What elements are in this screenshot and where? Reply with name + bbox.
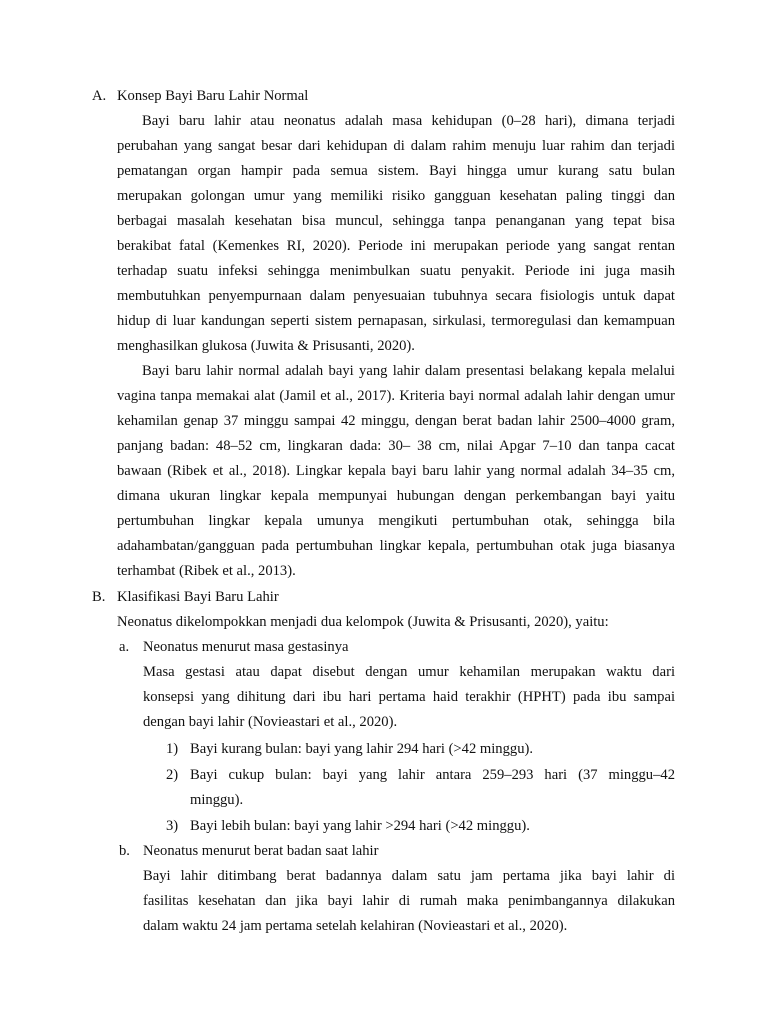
paragraph-line: Bayi baru lahir atau neonatus adalah masa kehidupan (0–28 hari), dimana terjadi [142,113,675,129]
paragraph-line: Bayi lahir ditimbang berat badannya dalam satu jam pertama jika bayi lahir di [143,868,675,884]
section-a-heading: Konsep Bayi Baru Lahir Normal [117,88,309,104]
paragraph-line: adahambatan/gangguan pada pertumbuhan lingkar kepala, pertumbuhan otak juga biasanya [117,538,675,554]
list-item-marker: 1) [166,741,179,757]
paragraph-line: menghasilkan glukosa (Juwita & Prisusanti, 2020). [117,338,415,354]
paragraph-line: bawaan (Ribek et al., 2018). Lingkar kepala bayi baru lahir yang normal adalah 34–35 cm, [117,463,675,479]
section-a-marker: A. [92,88,107,104]
paragraph-line: vagina tanpa memakai alat (Jamil et al., 2017). Kriteria bayi normal adalah lahir dengan umur [117,388,675,404]
paragraph-line: Masa gestasi atau dapat disebut dengan umur kehamilan merupakan waktu dari [143,664,675,680]
list-item: Bayi kurang bulan: bayi yang lahir 294 hari (>42 minggu). [190,741,534,757]
paragraph-line: konsepsi yang dihitung dari ibu hari pertama haid terakhir (HPHT) pada ibu sampai [143,689,675,705]
section-b-marker: B. [92,589,106,605]
paragraph-line: perubahan yang sangat besar dari kehidupan di dalam rahim menuju luar rahim dan terjadi [117,138,675,154]
paragraph-line: panjang badan: 48–52 cm, lingkaran dada: 30– 38 cm, nilai Apgar 7–10 dan tanpa cacat [117,438,675,454]
paragraph-line: hidup di luar kandungan seperti sistem pernapasan, sirkulasi, termoregulasi dan kemampuan [117,313,675,329]
paragraph-line: pertumbuhan lingkar kepala umunya mengikuti pertumbuhan otak, sehingga bila [117,513,675,529]
paragraph-line: berakibat fatal (Kemenkes RI, 2020). Periode ini merupakan periode yang sangat rentan [117,238,675,254]
list-item-marker: 3) [166,818,179,834]
paragraph-line: dimana ukuran lingkar kepala mempunyai hubungan dengan perkembangan bayi yaitu [117,488,675,504]
list-item: Bayi lebih bulan: bayi yang lahir >294 hari (>42 minggu). [190,818,530,834]
sub-b-heading: Neonatus menurut berat badan saat lahir [143,843,379,859]
sub-b-marker: b. [119,843,130,859]
list-item: Bayi cukup bulan: bayi yang lahir antara 259–293 hari (37 minggu–42 [190,767,675,783]
paragraph-line: kehamilan genap 37 minggu sampai 42 minggu, dengan berat badan lahir 2500–4000 gram, [117,413,675,429]
paragraph-line: terhambat (Ribek et al., 2013). [117,563,296,579]
paragraph-line: terhadap suatu infeksi sehingga menimbulkan suatu penyakit. Periode ini juga masih [117,263,675,279]
sub-a-heading: Neonatus menurut masa gestasinya [143,639,349,655]
section-b-heading: Klasifikasi Bayi Baru Lahir [117,589,279,605]
section-b-intro: Neonatus dikelompokkan menjadi dua kelompok (Juwita & Prisusanti, 2020), yaitu: [117,614,609,630]
paragraph-line: Bayi baru lahir normal adalah bayi yang lahir dalam presentasi belakang kepala melalui [142,363,675,379]
paragraph-line: fasilitas kesehatan dan jika bayi lahir di rumah maka penimbangannya dilakukan [143,893,675,909]
sub-a-marker: a. [119,639,130,655]
paragraph-line: merupakan golongan umur yang memiliki risiko gangguan kesehatan paling tinggi dan [117,188,675,204]
list-item: minggu). [190,792,244,808]
paragraph-line: dengan bayi lahir (Novieastari et al., 2020). [143,714,398,730]
paragraph-line: berbagai masalah kesehatan bisa muncul, sehingga tanpa penanganan yang tepat bisa [117,213,675,229]
list-item-marker: 2) [166,767,179,783]
paragraph-line: membutuhkan penyempurnaan dalam penyesuaian tubuhnya secara fisiologis untuk dapat [117,288,675,304]
paragraph-line: dalam waktu 24 jam pertama setelah kelahiran (Novieastari et al., 2020). [143,918,568,934]
paragraph-line: pematangan organ hampir pada semua sistem. Bayi hingga umur kurang satu bulan [117,163,675,179]
